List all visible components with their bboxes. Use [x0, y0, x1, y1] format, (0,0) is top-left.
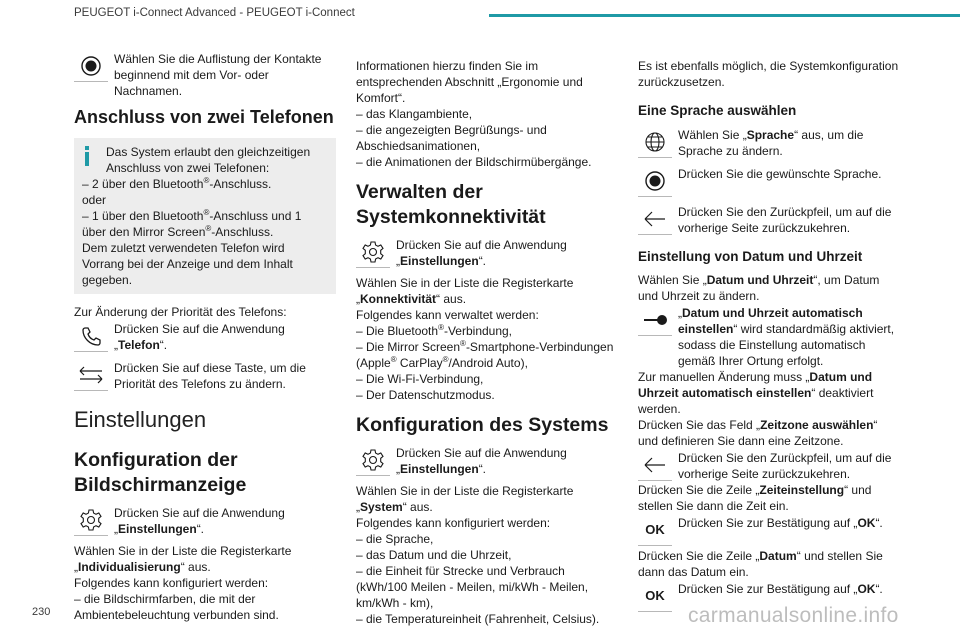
config-item-temperature: – die Temperatureinheit (Fahrenheit, Celsius). — [356, 612, 600, 626]
item-animations: – die angezeigten Begrüßungs- und Abschiedsanimationen, — [356, 123, 547, 153]
swap-arrows-icon — [74, 359, 108, 391]
auto-datetime-step — [638, 304, 900, 369]
config-item-units: – die Einheit für Strecke und Verbrauch (kWh/100 Meilen - Meilen, mi/kWh - Meilen, km/kWh - km), — [356, 564, 589, 610]
manage-item-wifi: – Die Wi-Fi-Verbindung, — [356, 372, 484, 386]
back-text: Drücken Sie den Zurückpfeil, um auf die vorherige Seite zurückzukehren. — [678, 451, 892, 481]
manual-text: Zur manuellen Änderung muss „Datum und Uhrzeit automatisch einstellen“ deaktiviert werden. — [638, 370, 874, 416]
heading-two-phones: Anschluss von zwei Telefonen — [74, 107, 334, 127]
back-arrow-icon — [638, 203, 672, 235]
telephone-step — [74, 320, 336, 353]
datetime-text: Wählen Sie „Datum und Uhrzeit“, um Datum und Uhrzeit zu ändern. — [638, 273, 880, 303]
column-2 — [356, 58, 618, 627]
date-text: Drücken Sie die Zeile „Datum“ und stellen Sie dann das Datum ein. — [638, 549, 883, 579]
configurable-item: – die Bildschirmfarben, die mit der Ambientebeleuchtung verbunden sind. — [74, 592, 279, 622]
toggle-switch-icon — [638, 304, 672, 336]
ok-button-icon: OK — [638, 580, 672, 612]
manage-item-bluetooth: – Die Bluetooth®-Verbindung, — [356, 323, 513, 338]
heading-display-config: Konfiguration der Bildschirmanzeige — [74, 449, 247, 496]
ok-text: Drücken Sie zur Bestätigung auf „OK“. — [678, 582, 883, 596]
watermark: carmanualsonline.info — [688, 604, 899, 627]
tab-text: Wählen Sie in der Liste die Registerkarte „Konnektivität“ aus. — [356, 276, 574, 306]
back-step — [638, 203, 900, 236]
manage-item-privacy: – Der Datenschutzmodus. — [356, 388, 495, 402]
config-item-language: – die Sprache, — [356, 532, 434, 546]
configurable-text: Folgendes kann konfiguriert werden: — [356, 516, 551, 530]
settings-app-text: Drücken Sie auf die Anwendung „Einstellungen“. — [396, 446, 567, 476]
language-press-step — [638, 165, 900, 197]
settings-app-text: Drücken Sie auf die Anwendung „Einstellungen“. — [114, 506, 285, 536]
item-sound: – das Klangambiente, — [356, 107, 473, 121]
heading-datetime: Einstellung von Datum und Uhrzeit — [638, 249, 863, 264]
column-1 — [74, 50, 336, 623]
heading-language: Eine Sprache auswählen — [638, 103, 797, 118]
time-text: Drücken Sie die Zeile „Zeiteinstellung“ und stellen Sie dann die Zeit ein. — [638, 483, 872, 513]
note-line-5: Dem zuletzt verwendeten Telefon wird Vorrang bei der Anzeige und dem Inhalt gegeben. — [82, 241, 293, 287]
note-line-3: oder — [82, 193, 107, 207]
language-text: Wählen Sie „Sprache“ aus, um die Sprache zu ändern. — [678, 128, 864, 158]
contacts-text: Wählen Sie die Auflistung der Kontakte beginnend mit dem Vor- oder Nachnamen. — [114, 52, 322, 98]
manage-text: Folgendes kann verwaltet werden: — [356, 308, 539, 322]
radio-selected-icon — [74, 50, 108, 82]
note-line-2: – 2 über den Bluetooth®-Anschluss. — [82, 176, 272, 191]
note-line-4: – 1 über den Bluetooth®-Anschluss und 1 über den Mirror Screen®-Anschluss. — [82, 208, 302, 239]
running-head: PEUGEOT i-Connect Advanced - PEUGEOT i-Connect — [74, 7, 355, 19]
info-note — [74, 138, 336, 294]
gear-icon — [356, 236, 390, 268]
configurable-text: Folgendes kann konfiguriert werden: — [74, 576, 269, 590]
settings-app-step-2 — [356, 236, 618, 269]
auto-datetime-text: „Datum und Uhrzeit automatisch einstellen“ wird standardmäßig aktiviert, sodass die Einstellung automatisch gemäß Ihrer Ortung erfolgt. — [678, 306, 895, 368]
info-reference-text: Informationen hierzu finden Sie im entsprechenden Abschnitt „Ergonomie und Komfort“. — [356, 59, 583, 105]
back-step-2 — [638, 449, 900, 482]
priority-text: Zur Änderung der Priorität des Telefons: — [74, 305, 287, 319]
note-line-1: Das System erlaubt den gleichzeitigen Anschluss von zwei Telefonen: — [106, 145, 311, 175]
settings-app-step — [74, 504, 336, 537]
config-item-datetime: – das Datum und die Uhrzeit, — [356, 548, 512, 562]
gear-icon — [74, 504, 108, 536]
reset-text: Es ist ebenfalls möglich, die Systemkonfiguration zurückzusetzen. — [638, 59, 899, 89]
info-icon — [82, 146, 92, 166]
settings-app-step-3 — [356, 444, 618, 477]
gear-icon — [356, 444, 390, 476]
heading-connectivity: Verwalten der Systemkonnektivität — [356, 181, 546, 228]
language-press-text: Drücken Sie die gewünschte Sprache. — [678, 167, 882, 181]
item-transitions: – die Animationen der Bildschirmübergänge. — [356, 155, 592, 169]
telephone-text: Drücken Sie auf die Anwendung „Telefon“. — [114, 322, 285, 352]
swap-step — [74, 359, 336, 392]
heading-system-config: Konfiguration des Systems — [356, 414, 609, 436]
column-3 — [638, 58, 900, 618]
contacts-step — [74, 50, 336, 99]
page-number: 230 — [32, 606, 51, 618]
back-arrow-icon — [638, 449, 672, 481]
radio-selected-icon — [638, 165, 672, 197]
manage-item-mirror: – Die Mirror Screen®-Smartphone-Verbindungen (Apple® CarPlay®/Android Auto), — [356, 339, 614, 370]
back-text: Drücken Sie den Zurückpfeil, um auf die vorherige Seite zurückzukehren. — [678, 205, 892, 235]
ok-step — [638, 514, 900, 546]
header-accent-bar — [489, 14, 960, 17]
ok-button-icon: OK — [638, 514, 672, 546]
globe-icon — [638, 126, 672, 158]
tab-text: Wählen Sie in der Liste die Registerkarte „System“ aus. — [356, 484, 574, 514]
ok-text: Drücken Sie zur Bestätigung auf „OK“. — [678, 516, 883, 530]
swap-text: Drücken Sie auf diese Taste, um die Priorität des Telefons zu ändern. — [114, 361, 306, 391]
tab-text: Wählen Sie in der Liste die Registerkarte „Individualisierung“ aus. — [74, 544, 292, 574]
settings-app-text: Drücken Sie auf die Anwendung „Einstellungen“. — [396, 238, 567, 268]
timezone-text: Drücken Sie das Feld „Zeitzone auswählen“ und definieren Sie dann eine Zeitzone. — [638, 418, 878, 448]
phone-icon — [74, 320, 108, 352]
language-step — [638, 126, 900, 159]
heading-settings: Einstellungen — [74, 407, 207, 432]
